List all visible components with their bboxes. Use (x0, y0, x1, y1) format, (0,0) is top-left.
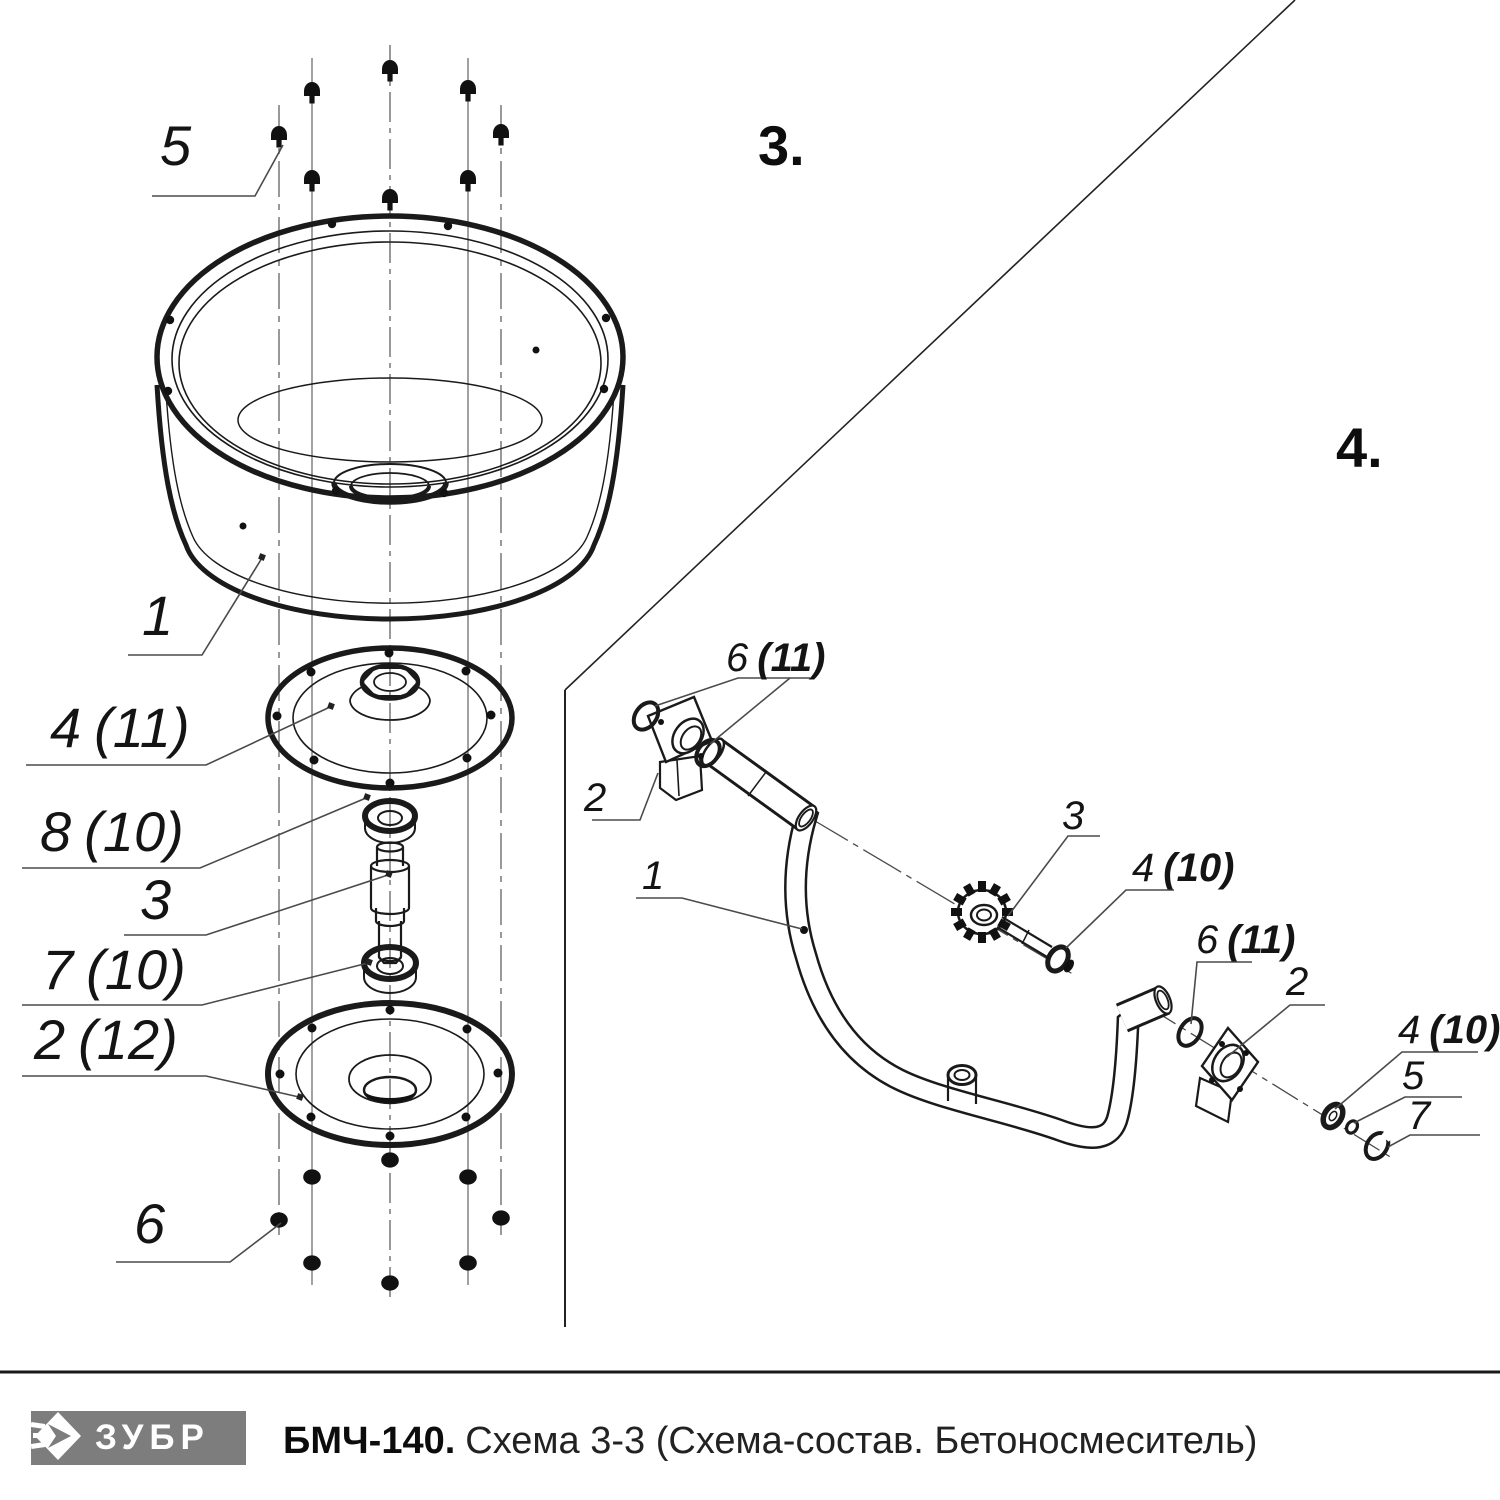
callout-left-1 (142, 584, 186, 647)
callout-right-2-upper (584, 778, 615, 818)
callout-right-5 (1402, 1056, 1433, 1096)
callout-left-5 (160, 114, 204, 177)
callout-ref: (10) (1163, 846, 1235, 890)
callout-right-4-10-upper (1132, 848, 1234, 888)
callout-number: 7 (1408, 1094, 1431, 1138)
callout-left-3 (140, 868, 184, 931)
section-number-4: 4. (1336, 416, 1383, 479)
brand-name: ЗУБР (95, 1418, 210, 1457)
callout-right-6-11-mid (1196, 920, 1295, 960)
rim-hole-dots (164, 220, 610, 530)
callout-number: 2 (34, 1008, 66, 1071)
callout-ref: (12) (78, 1008, 178, 1071)
callout-number: 4 (1398, 1008, 1421, 1052)
model-number: БМЧ-140. (283, 1420, 456, 1462)
callout-ref: (10) (84, 800, 184, 863)
callout-ref: (11) (94, 696, 190, 759)
callout-number: 7 (42, 938, 74, 1001)
washer (1319, 1101, 1347, 1131)
callout-right-2 (1286, 962, 1317, 1002)
section-divider (565, 0, 1295, 1327)
o-ring (1174, 1014, 1207, 1050)
callout-number: 4 (1132, 846, 1155, 890)
callout-number: 5 (160, 114, 192, 177)
section-number-3: 3. (758, 114, 805, 177)
frame-tube (698, 735, 1175, 1137)
zubr-logo-icon (31, 1411, 87, 1461)
callout-right-3 (1062, 796, 1093, 836)
callout-right-6-11-upper (726, 638, 825, 678)
callout-number: 2 (584, 776, 607, 820)
zubr-logo (31, 1411, 246, 1465)
left-diagram-drum-assembly (22, 45, 623, 1302)
callout-ref: (10) (86, 938, 186, 1001)
callout-left-8-10 (40, 800, 184, 863)
callout-right-1 (642, 856, 673, 896)
callout-right-7 (1408, 1096, 1439, 1136)
callout-left-2-12 (34, 1008, 178, 1071)
callout-number: 3 (1062, 794, 1085, 838)
leader-dot (800, 926, 808, 934)
callout-number: 3 (140, 868, 172, 931)
callout-number: 2 (1286, 960, 1309, 1004)
callout-left-6 (134, 1192, 178, 1255)
callout-number: 6 (726, 636, 749, 680)
drawing-subtitle: Схема 3-3 (Схема-состав. Бетоносмеситель) (465, 1420, 1258, 1462)
callout-number: 4 (50, 696, 82, 759)
callout-ref: (11) (757, 636, 826, 680)
callout-number: 5 (1402, 1054, 1425, 1098)
callout-number: 8 (40, 800, 72, 863)
pinion-gear (951, 881, 1076, 975)
callout-number: 6 (1196, 918, 1219, 962)
callout-left-4-11 (50, 696, 190, 759)
drawing-title (283, 1420, 1257, 1463)
callout-number: 1 (142, 584, 174, 647)
callout-number: 1 (642, 854, 665, 898)
callout-left-7-10 (42, 938, 186, 1001)
callout-number: 6 (134, 1192, 166, 1255)
callout-ref: (10) (1429, 1008, 1500, 1052)
callout-ref: (11) (1227, 918, 1296, 962)
right-diagram-frame-assembly (592, 678, 1480, 1163)
mixing-drum (157, 216, 623, 619)
callout-right-4-10-lower (1398, 1010, 1500, 1050)
circlip (1361, 1129, 1393, 1163)
